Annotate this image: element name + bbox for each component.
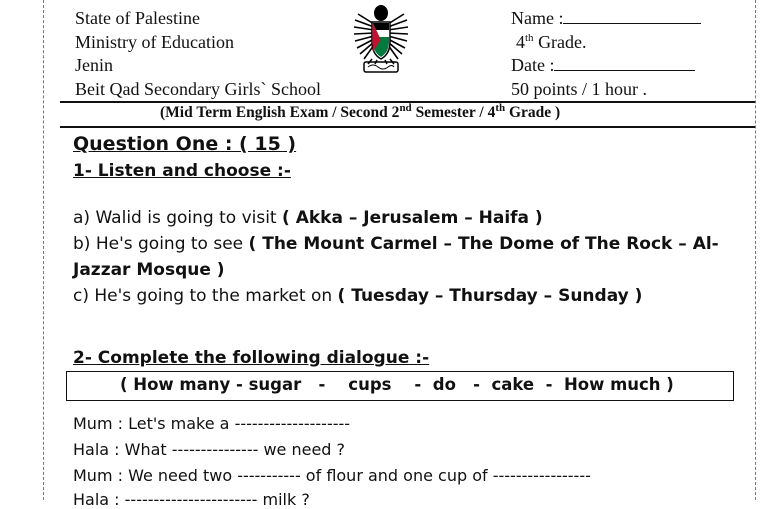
exam-title-part1: (Mid Term English Exam / Second 2	[160, 104, 400, 121]
header-rule-bottom	[60, 126, 755, 128]
exam-title-part2: Semester / 4	[411, 104, 496, 121]
date-field	[511, 54, 695, 76]
grade-label	[516, 31, 587, 53]
word-box-text: ( How many - sugar - cups - do - cake - How much )	[120, 375, 674, 394]
item-b-continued	[73, 260, 225, 280]
item-b-choices: ( The Mount Carmel – The Dome of The Rock – Al-	[248, 234, 719, 254]
name-label: Name :	[511, 8, 564, 28]
exam-title-sup1: nd	[399, 101, 412, 114]
item-a	[73, 208, 543, 228]
item-c-choices: ( Tuesday – Thursday – Sunday )	[337, 286, 643, 306]
name-blank[interactable]	[563, 23, 701, 24]
exam-title-sup2: th	[495, 101, 506, 114]
exam-title-part3: Grade )	[505, 104, 561, 121]
question-one-title: Question One : ( 15 )	[73, 133, 297, 155]
grade-text: Grade.	[533, 32, 587, 52]
item-b-choices-cont: Jazzar Mosque )	[73, 260, 225, 280]
section2-heading: 2- Complete the following dialogue :-	[73, 348, 430, 368]
item-a-choices: ( Akka – Jerusalem – Haifa )	[282, 208, 543, 228]
name-field	[511, 7, 701, 29]
grade-suffix: th	[525, 32, 534, 44]
item-c	[73, 286, 642, 306]
header-state: State of Palestine	[75, 8, 200, 28]
date-label: Date :	[511, 55, 555, 75]
header-school: Beit Qad Secondary Girls` School	[75, 79, 321, 99]
header-ministry: Ministry of Education	[75, 32, 234, 52]
dialogue-line-1: Mum : Let's make a --------------------	[73, 414, 351, 433]
item-b	[73, 234, 719, 254]
header-city: Jenin	[75, 55, 113, 75]
date-blank[interactable]	[554, 70, 695, 71]
item-c-prefix: c) He's going to the market on	[73, 286, 338, 306]
points-label: 50 points / 1 hour .	[511, 79, 648, 99]
grade-number: 4	[516, 32, 525, 52]
dialogue-line-3: Mum : We need two ----------- of flour and one cup of -----------------	[73, 466, 591, 485]
page-right-border	[755, 0, 756, 500]
palestinian-eagle-emblem-icon	[350, 2, 412, 82]
dialogue-line-4: Hala : ----------------------- milk ?	[73, 490, 310, 509]
dialogue-line-2: Hala : What --------------- we need ?	[73, 440, 346, 459]
item-a-prefix: a) Walid is going to visit	[73, 208, 283, 228]
page-left-border	[43, 0, 44, 500]
section1-heading: 1- Listen and choose :-	[73, 161, 291, 181]
exam-title	[160, 101, 561, 122]
item-b-prefix: b) He's going to see	[73, 234, 249, 254]
